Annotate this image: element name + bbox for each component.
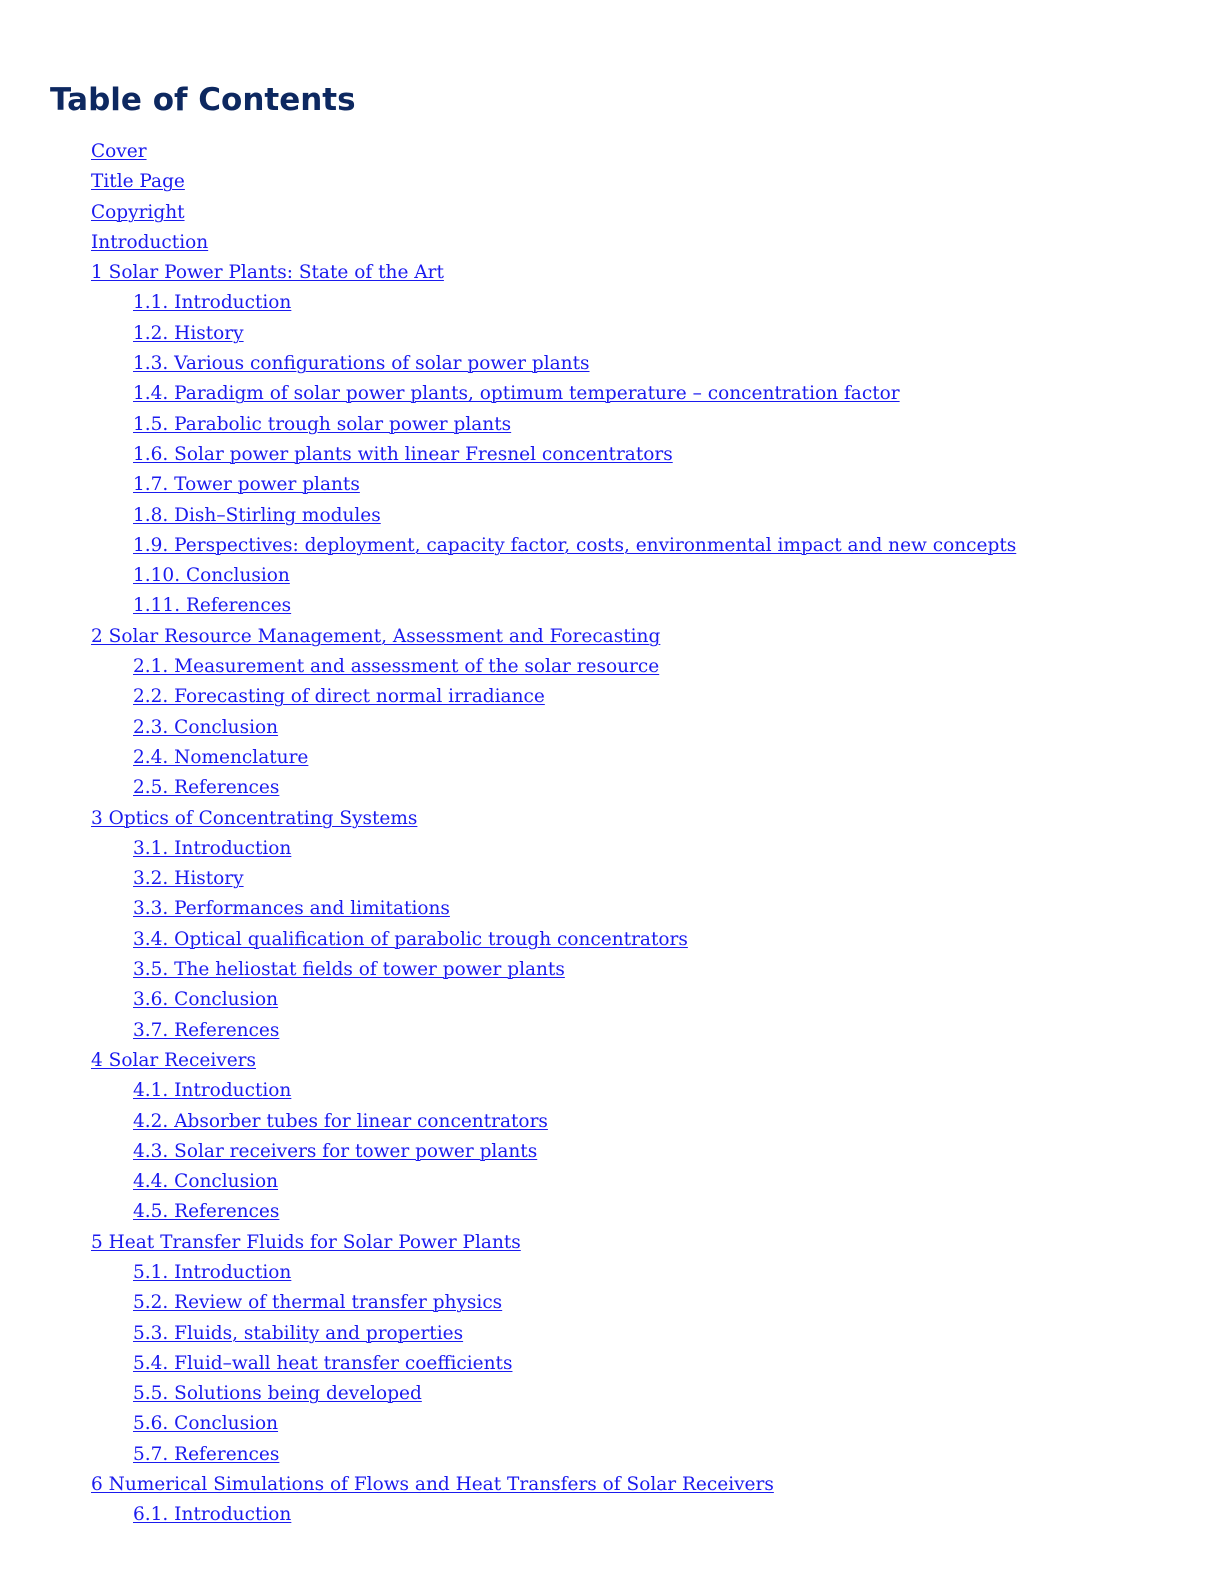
toc-chapter-link[interactable]: 1 Solar Power Plants: State of the Art (91, 262, 444, 284)
toc-section-link[interactable]: 5.2. Review of thermal transfer physics (133, 1292, 503, 1314)
toc-chapter-link[interactable]: 4 Solar Receivers (91, 1049, 256, 1071)
toc-chapter-link[interactable]: Introduction (91, 231, 209, 253)
toc-section-link[interactable]: 4.4. Conclusion (133, 1171, 279, 1193)
toc-section-item (0, 773, 1224, 803)
toc-section-link[interactable]: 5.1. Introduction (133, 1261, 292, 1283)
toc-chapter-item (0, 804, 1224, 834)
toc-section-link[interactable]: 3.3. Performances and limitations (133, 898, 450, 920)
toc-section-link[interactable]: 4.2. Absorber tubes for linear concentrators (133, 1110, 548, 1132)
toc-section-link[interactable]: 4.3. Solar receivers for tower power plants (133, 1140, 538, 1162)
toc-section-link[interactable]: 1.7. Tower power plants (133, 474, 360, 496)
toc-section-link[interactable]: 1.10. Conclusion (133, 565, 290, 587)
toc-section-link[interactable]: 1.9. Perspectives: deployment, capacity factor, costs, environmental impact and new concepts (133, 534, 1017, 556)
toc-section-link[interactable]: 4.1. Introduction (133, 1080, 292, 1102)
toc-section-item (0, 319, 1224, 349)
toc-section-link[interactable]: 5.6. Conclusion (133, 1413, 279, 1435)
toc-section-item (0, 985, 1224, 1015)
toc-chapter-item (0, 258, 1224, 288)
toc-chapter-link[interactable]: Cover (91, 141, 147, 162)
toc-section-link[interactable]: 3.5. The heliostat fields of tower power plants (133, 959, 565, 981)
toc-section-link[interactable]: 2.4. Nomenclature (133, 746, 309, 768)
toc-section-item (0, 713, 1224, 743)
toc-section-item (0, 1137, 1224, 1167)
toc-chapter-item (0, 1228, 1224, 1258)
toc-section-item (0, 1107, 1224, 1137)
toc-section-item (0, 531, 1224, 561)
toc-section-link[interactable]: 5.4. Fluid–wall heat transfer coefficients (133, 1352, 513, 1374)
toc-section-link[interactable]: 1.6. Solar power plants with linear Fresnel concentrators (133, 443, 673, 465)
toc-section-item (0, 864, 1224, 894)
toc-section-link[interactable]: 3.6. Conclusion (133, 989, 279, 1011)
table-of-contents (0, 137, 1224, 1531)
toc-chapter-item (0, 1046, 1224, 1076)
toc-section-link[interactable]: 3.1. Introduction (133, 837, 292, 859)
toc-section-link[interactable]: 1.11. References (133, 595, 292, 617)
toc-section-item (0, 1440, 1224, 1470)
toc-chapter-item (0, 228, 1224, 258)
toc-section-item (0, 349, 1224, 379)
toc-section-link[interactable]: 2.2. Forecasting of direct normal irradiance (133, 686, 545, 708)
toc-section-item (0, 1379, 1224, 1409)
toc-section-item (0, 1288, 1224, 1318)
toc-chapter-link[interactable]: 6 Numerical Simulations of Flows and Heat Transfers of Solar Receivers (91, 1474, 774, 1496)
toc-chapter-link[interactable]: Title Page (91, 171, 185, 193)
toc-section-item (0, 1500, 1224, 1530)
toc-section-link[interactable]: 1.2. History (133, 322, 244, 344)
toc-section-link[interactable]: 1.5. Parabolic trough solar power plants (133, 413, 512, 435)
toc-chapter-link[interactable]: 5 Heat Transfer Fluids for Solar Power Plants (91, 1231, 521, 1253)
toc-section-item (0, 1197, 1224, 1227)
toc-section-item (0, 1349, 1224, 1379)
toc-section-link[interactable]: 3.4. Optical qualification of parabolic trough concentrators (133, 928, 688, 950)
toc-section-link[interactable]: 2.1. Measurement and assessment of the solar resource (133, 656, 660, 678)
toc-section-link[interactable]: 5.7. References (133, 1443, 280, 1465)
toc-section-item (0, 470, 1224, 500)
toc-section-link[interactable]: 3.7. References (133, 1019, 280, 1041)
toc-section-link[interactable]: 1.8. Dish–Stirling modules (133, 504, 381, 526)
toc-section-link[interactable]: 1.3. Various configurations of solar power plants (133, 353, 590, 375)
toc-section-link[interactable]: 2.3. Conclusion (133, 716, 279, 738)
toc-section-item (0, 682, 1224, 712)
toc-chapter-item (0, 622, 1224, 652)
toc-section-link[interactable]: 6.1. Introduction (133, 1504, 292, 1526)
toc-section-item (0, 1076, 1224, 1106)
toc-section-item (0, 1319, 1224, 1349)
toc-chapter-item (0, 198, 1224, 228)
toc-section-item (0, 379, 1224, 409)
toc-section-item (0, 561, 1224, 591)
toc-section-item (0, 1409, 1224, 1439)
toc-section-item (0, 410, 1224, 440)
toc-section-link[interactable]: 1.4. Paradigm of solar power plants, optimum temperature – concentration factor (133, 383, 900, 405)
toc-section-item (0, 1258, 1224, 1288)
toc-section-item (0, 743, 1224, 773)
toc-chapter-item (0, 1470, 1224, 1500)
toc-section-item (0, 955, 1224, 985)
toc-section-item (0, 501, 1224, 531)
toc-section-item (0, 894, 1224, 924)
toc-section-link[interactable]: 3.2. History (133, 868, 244, 890)
toc-section-item (0, 288, 1224, 318)
toc-section-item (0, 834, 1224, 864)
toc-chapter-link[interactable]: Copyright (91, 201, 185, 223)
toc-chapter-link[interactable]: 2 Solar Resource Management, Assessment and Forecasting (91, 625, 661, 647)
toc-section-item (0, 440, 1224, 470)
toc-section-item (0, 1016, 1224, 1046)
toc-section-item (0, 652, 1224, 682)
toc-section-link[interactable]: 1.1. Introduction (133, 292, 292, 314)
toc-chapter-item (0, 167, 1224, 197)
page-title: Table of Contents (50, 82, 356, 118)
toc-section-link[interactable]: 5.3. Fluids, stability and properties (133, 1322, 464, 1344)
toc-chapter-item (0, 137, 1224, 167)
toc-section-item (0, 925, 1224, 955)
toc-section-link[interactable]: 2.5. References (133, 777, 280, 799)
toc-section-link[interactable]: 4.5. References (133, 1201, 280, 1223)
toc-section-link[interactable]: 5.5. Solutions being developed (133, 1383, 422, 1405)
toc-chapter-link[interactable]: 3 Optics of Concentrating Systems (91, 807, 418, 829)
toc-section-item (0, 1167, 1224, 1197)
toc-section-item (0, 591, 1224, 621)
